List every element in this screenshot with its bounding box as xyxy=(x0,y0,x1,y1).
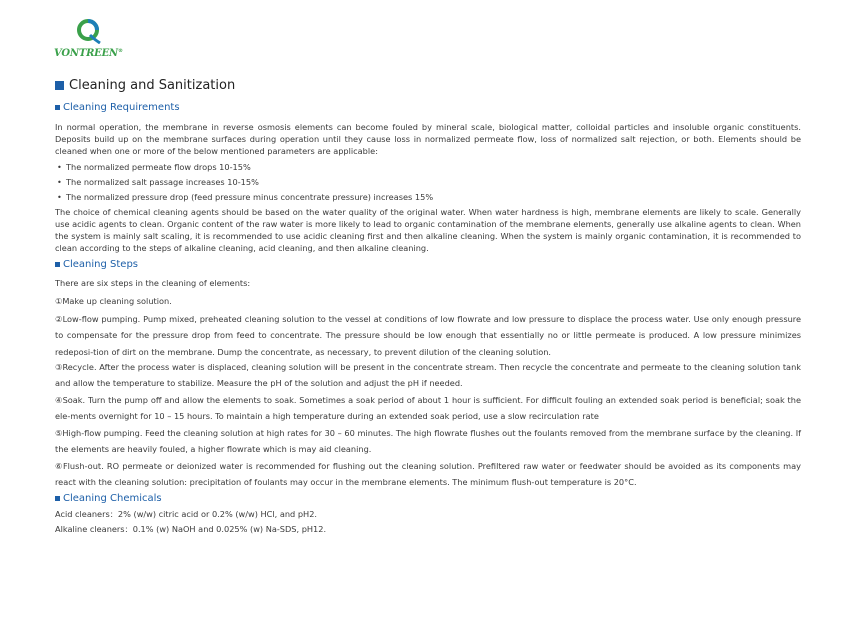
chemicals-heading xyxy=(55,493,162,504)
bullet-dot-icon: • xyxy=(57,162,62,172)
steps-heading xyxy=(55,259,138,270)
bullet-dot-icon: • xyxy=(57,192,62,202)
requirement-bullet: • The normalized pressure drop (feed pressure minus concentrate pressure) increases 15% xyxy=(57,192,434,202)
steps-intro: There are six steps in the cleaning of elements: xyxy=(55,278,251,288)
heading-square-icon xyxy=(55,496,60,501)
requirements-heading-text: Cleaning Requirements xyxy=(63,102,180,113)
brand-name: VONTREEN xyxy=(54,48,118,59)
registered-mark: ® xyxy=(117,48,123,54)
step-item: ①Make up cleaning solution. xyxy=(55,296,172,306)
step-item: ⑤High-flow pumping. Feed the cleaning solution at high rates for 30 – 60 minutes. The high flowrate flushes out the foulants removed from the membrane surface by the cleaning. If the elements are heavily fouled, a higher flowrate which is may aid cleaning. xyxy=(55,428,801,455)
alkaline-cleaners: Alkaline cleaners：0.1% (w) NaOH and 0.025% (w) Na-SDS, pH12. xyxy=(55,524,327,534)
step-item: ③Recycle. After the process water is displaced, cleaning solution will be present in the concentrate stream. Then recycle the concentrate and permeate to the cleaning solution tank and allow the temperature to stabilize. Measure the pH of the solution and adjust the pH if needed. xyxy=(55,362,801,389)
requirements-intro: In normal operation, the membrane in reverse osmosis elements can become fouled by mineral scale, biological matter, colloidal particles and insoluble organic constituents. Deposits build up on the membrane surfaces during operation until they cause loss in normalized permeate flow, loss of normalized salt rejection, or both. Elements should be cleaned when one or more of the below mentioned parameters are applicable: xyxy=(55,122,801,156)
section-square-icon xyxy=(55,81,64,90)
acid-cleaners: Acid cleaners：2% (w/w) citric acid or 0.2% (w/w) HCl, and pH2. xyxy=(55,509,318,519)
requirement-bullet: • The normalized permeate flow drops 10-15% xyxy=(57,162,251,172)
step-item: ④Soak. Turn the pump off and allow the elements to soak. Sometimes a soak period of about 1 hour is sufficient. For difficult fouling an extended soak period is beneficial; soak the ele-ments overnight for 10 – 15 hours. To maintain a high temperature during an extended soak period, use a slow recirculation rate xyxy=(55,395,801,422)
brand-logo xyxy=(54,18,126,62)
brand-wordmark xyxy=(54,48,123,59)
step-item: ⑥Flush-out. RO permeate or deionized water is recommended for flushing out the cleaning solution. Prefiltered raw water or feedwater should be avoided as its components may react with the cleaning solution: precipitation of foulants may occur in the membrane elements. The minimum flush-out temperature is 20°C. xyxy=(55,461,801,488)
heading-square-icon xyxy=(55,262,60,267)
step-item: ②Low-flow pumping. Pump mixed, preheated cleaning solution to the vessel at conditions of low flowrate and low pressure to displace the process water. Use only enough pressure to compensate for the pressure drop from feed to concentrate. The pressure should be low enough that essentially no or little permeate is produced. A low pressure minimizes redeposi-tion of dirt on the membrane. Dump the concentrate, as necessary, to prevent dilution of the cleaning solution. xyxy=(55,314,801,357)
requirement-bullet: • The normalized salt passage increases 10-15% xyxy=(57,177,259,187)
heading-square-icon xyxy=(55,105,60,110)
section-title-text: Cleaning and Sanitization xyxy=(69,78,236,93)
bullet-dot-icon: • xyxy=(57,177,62,187)
steps-heading-text: Cleaning Steps xyxy=(63,259,138,270)
section-title xyxy=(55,78,235,93)
logo-mark-icon xyxy=(77,18,101,44)
requirements-choice: The choice of chemical cleaning agents should be based on the water quality of the original water. When water hardness is high, membrane elements are likely to scale. Generally use acidic agents to clean. Organic content of the raw water is more likely to lead to organic contamination of the membrane elements, generally use alkaline agents to clean. When the system is mainly salt scaling, it is recommended to use acidic cleaning first and then alkaline cleaning. When the system is mainly organic contamination, it is recommended to clean according to the steps of alkaline cleaning, acid cleaning, and then alkaline cleaning. xyxy=(55,207,801,253)
requirements-heading xyxy=(55,102,180,113)
chemicals-heading-text: Cleaning Chemicals xyxy=(63,493,162,504)
